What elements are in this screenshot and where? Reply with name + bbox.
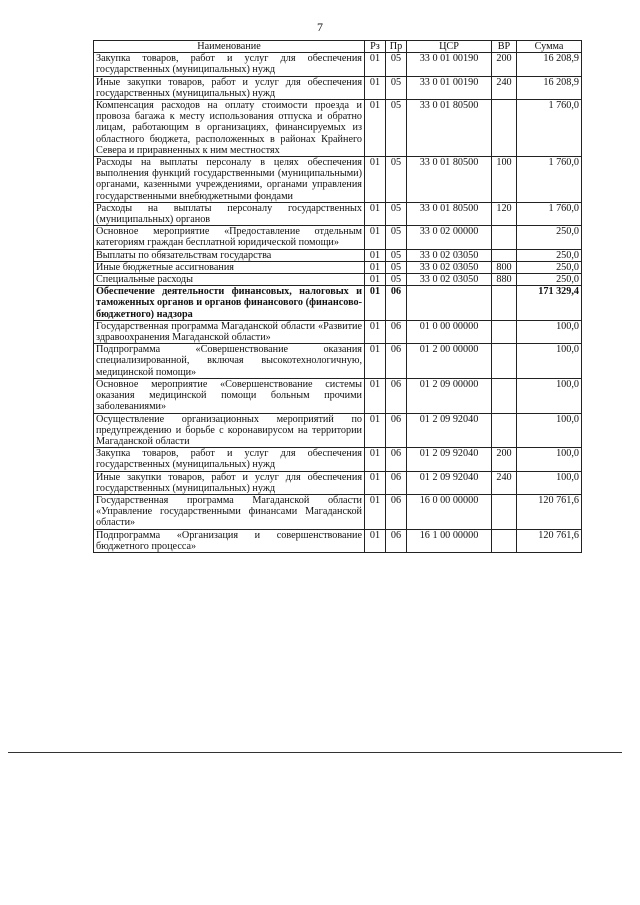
row-csr: 01 2 09 92040 bbox=[407, 471, 492, 494]
row-rz: 01 bbox=[365, 274, 386, 286]
row-pr: 05 bbox=[386, 202, 407, 225]
table-row bbox=[94, 274, 582, 286]
row-rz: 01 bbox=[365, 448, 386, 471]
table-row-section bbox=[94, 286, 582, 321]
table-row bbox=[94, 378, 582, 413]
row-rz: 01 bbox=[365, 413, 386, 448]
row-vr: 240 bbox=[492, 76, 517, 99]
row-pr: 05 bbox=[386, 274, 407, 286]
row-vr: 200 bbox=[492, 448, 517, 471]
row-vr: 880 bbox=[492, 274, 517, 286]
row-name: Закупка товаров, работ и услуг для обеспечения государственных (муниципальных) нужд bbox=[94, 448, 365, 471]
row-name: Закупка товаров, работ и услуг для обеспечения государственных (муниципальных) нужд bbox=[94, 53, 365, 76]
row-csr: 33 0 01 80500 bbox=[407, 157, 492, 203]
row-rz: 01 bbox=[365, 100, 386, 157]
table-row bbox=[94, 249, 582, 261]
row-name: Государственная программа Магаданской области «Управление государственными финансами Магаданской области» bbox=[94, 494, 365, 529]
row-pr: 05 bbox=[386, 261, 407, 273]
row-rz: 01 bbox=[365, 529, 386, 552]
row-csr: 01 2 09 92040 bbox=[407, 413, 492, 448]
table-row bbox=[94, 413, 582, 448]
row-pr: 06 bbox=[386, 529, 407, 552]
table-row bbox=[94, 494, 582, 529]
row-rz: 01 bbox=[365, 344, 386, 379]
row-pr: 05 bbox=[386, 249, 407, 261]
row-pr: 06 bbox=[386, 471, 407, 494]
row-rz: 01 bbox=[365, 286, 386, 321]
row-name: Государственная программа Магаданской области «Развитие здравоохранения Магаданской области» bbox=[94, 320, 365, 343]
row-rz: 01 bbox=[365, 471, 386, 494]
row-csr: 33 0 02 03050 bbox=[407, 274, 492, 286]
page-number: 7 bbox=[317, 20, 323, 34]
row-sum: 120 761,6 bbox=[517, 529, 582, 552]
row-csr: 01 2 00 00000 bbox=[407, 344, 492, 379]
row-csr: 33 0 01 00190 bbox=[407, 53, 492, 76]
row-csr: 33 0 01 80500 bbox=[407, 100, 492, 157]
row-csr: 16 1 00 00000 bbox=[407, 529, 492, 552]
row-name: Подпрограмма «Организация и совершенствование бюджетного процесса» bbox=[94, 529, 365, 552]
row-csr: 33 0 02 03050 bbox=[407, 249, 492, 261]
row-pr: 05 bbox=[386, 76, 407, 99]
row-sum: 16 208,9 bbox=[517, 76, 582, 99]
row-csr: 01 2 09 00000 bbox=[407, 378, 492, 413]
row-csr: 16 0 00 00000 bbox=[407, 494, 492, 529]
header-sum: Сумма bbox=[517, 41, 582, 53]
row-sum: 100,0 bbox=[517, 378, 582, 413]
row-name: Выплаты по обязательствам государства bbox=[94, 249, 365, 261]
row-sum: 250,0 bbox=[517, 274, 582, 286]
row-pr: 06 bbox=[386, 413, 407, 448]
row-pr: 05 bbox=[386, 100, 407, 157]
table-row bbox=[94, 202, 582, 225]
row-sum: 100,0 bbox=[517, 320, 582, 343]
row-pr: 05 bbox=[386, 157, 407, 203]
header-name: Наименование bbox=[94, 41, 365, 53]
row-csr: 33 0 02 00000 bbox=[407, 226, 492, 249]
footer-rule bbox=[8, 752, 622, 753]
row-sum: 1 760,0 bbox=[517, 100, 582, 157]
row-vr: 120 bbox=[492, 202, 517, 225]
row-vr: 100 bbox=[492, 157, 517, 203]
row-name: Иные закупки товаров, работ и услуг для обеспечения государственных (муниципальных) нужд bbox=[94, 471, 365, 494]
row-sum: 250,0 bbox=[517, 249, 582, 261]
row-rz: 01 bbox=[365, 494, 386, 529]
row-name: Иные бюджетные ассигнования bbox=[94, 261, 365, 273]
row-rz: 01 bbox=[365, 378, 386, 413]
row-pr: 06 bbox=[386, 320, 407, 343]
table-row bbox=[94, 471, 582, 494]
row-vr bbox=[492, 413, 517, 448]
row-sum: 250,0 bbox=[517, 226, 582, 249]
row-rz: 01 bbox=[365, 249, 386, 261]
row-csr: 01 0 00 00000 bbox=[407, 320, 492, 343]
header-vr: ВР bbox=[492, 41, 517, 53]
row-vr bbox=[492, 249, 517, 261]
row-sum: 100,0 bbox=[517, 344, 582, 379]
row-name: Компенсация расходов на оплату стоимости проезда и провоза багажа к месту использования отпуска и обратно лицам, работающим в организациях, финансируемых из областного бюджета, расположенных в районах Крайнего Севера и приравненных к ним местностях bbox=[94, 100, 365, 157]
row-rz: 01 bbox=[365, 261, 386, 273]
row-sum: 100,0 bbox=[517, 448, 582, 471]
row-rz: 01 bbox=[365, 226, 386, 249]
row-rz: 01 bbox=[365, 53, 386, 76]
row-vr bbox=[492, 529, 517, 552]
row-vr bbox=[492, 226, 517, 249]
row-name: Иные закупки товаров, работ и услуг для обеспечения государственных (муниципальных) нужд bbox=[94, 76, 365, 99]
row-pr: 06 bbox=[386, 378, 407, 413]
row-csr: 33 0 02 03050 bbox=[407, 261, 492, 273]
table-row bbox=[94, 100, 582, 157]
table-row bbox=[94, 344, 582, 379]
row-rz: 01 bbox=[365, 320, 386, 343]
table-row bbox=[94, 320, 582, 343]
header-pr: Пр bbox=[386, 41, 407, 53]
row-pr: 06 bbox=[386, 344, 407, 379]
row-pr: 06 bbox=[386, 286, 407, 321]
row-pr: 05 bbox=[386, 53, 407, 76]
row-csr bbox=[407, 286, 492, 321]
budget-table bbox=[93, 40, 582, 553]
row-name: Специальные расходы bbox=[94, 274, 365, 286]
table-row bbox=[94, 157, 582, 203]
table-row bbox=[94, 529, 582, 552]
row-name: Осуществление организационных мероприятий по предупреждению и борьбе с коронавирусом на территории Магаданской области bbox=[94, 413, 365, 448]
table-header-row bbox=[94, 41, 582, 53]
row-name: Основное мероприятие «Предоставление отдельным категориям граждан бесплатной юридической помощи» bbox=[94, 226, 365, 249]
row-sum: 100,0 bbox=[517, 413, 582, 448]
row-name: Обеспечение деятельности финансовых, налоговых и таможенных органов и органов финансового (финансово-бюджетного) надзора bbox=[94, 286, 365, 321]
row-vr: 200 bbox=[492, 53, 517, 76]
row-pr: 05 bbox=[386, 226, 407, 249]
row-sum: 1 760,0 bbox=[517, 202, 582, 225]
row-name: Расходы на выплаты персоналу государственных (муниципальных) органов bbox=[94, 202, 365, 225]
row-csr: 33 0 01 80500 bbox=[407, 202, 492, 225]
row-sum: 120 761,6 bbox=[517, 494, 582, 529]
row-csr: 33 0 01 00190 bbox=[407, 76, 492, 99]
table-row bbox=[94, 226, 582, 249]
row-rz: 01 bbox=[365, 157, 386, 203]
table-row bbox=[94, 76, 582, 99]
row-name: Основное мероприятие «Совершенствование системы оказания медицинской помощи больным прочими заболеваниями» bbox=[94, 378, 365, 413]
row-vr bbox=[492, 494, 517, 529]
row-pr: 06 bbox=[386, 494, 407, 529]
row-sum: 100,0 bbox=[517, 471, 582, 494]
row-name: Подпрограмма «Совершенствование оказания специализированной, включая высокотехнологичную, медицинской помощи» bbox=[94, 344, 365, 379]
table-row bbox=[94, 53, 582, 76]
row-vr: 800 bbox=[492, 261, 517, 273]
row-vr bbox=[492, 344, 517, 379]
row-name: Расходы на выплаты персоналу в целях обеспечения выполнения функций государственными (муниципальными) органами, казенными учреждениями, органами управления государственными внебюджетными фондами bbox=[94, 157, 365, 203]
row-sum: 171 329,4 bbox=[517, 286, 582, 321]
row-csr: 01 2 09 92040 bbox=[407, 448, 492, 471]
row-vr bbox=[492, 378, 517, 413]
table-row bbox=[94, 261, 582, 273]
row-vr bbox=[492, 100, 517, 157]
header-csr: ЦСР bbox=[407, 41, 492, 53]
row-sum: 1 760,0 bbox=[517, 157, 582, 203]
table-row bbox=[94, 448, 582, 471]
row-vr bbox=[492, 286, 517, 321]
header-rz: Рз bbox=[365, 41, 386, 53]
row-rz: 01 bbox=[365, 76, 386, 99]
row-vr: 240 bbox=[492, 471, 517, 494]
row-vr bbox=[492, 320, 517, 343]
row-pr: 06 bbox=[386, 448, 407, 471]
row-sum: 16 208,9 bbox=[517, 53, 582, 76]
row-rz: 01 bbox=[365, 202, 386, 225]
row-sum: 250,0 bbox=[517, 261, 582, 273]
